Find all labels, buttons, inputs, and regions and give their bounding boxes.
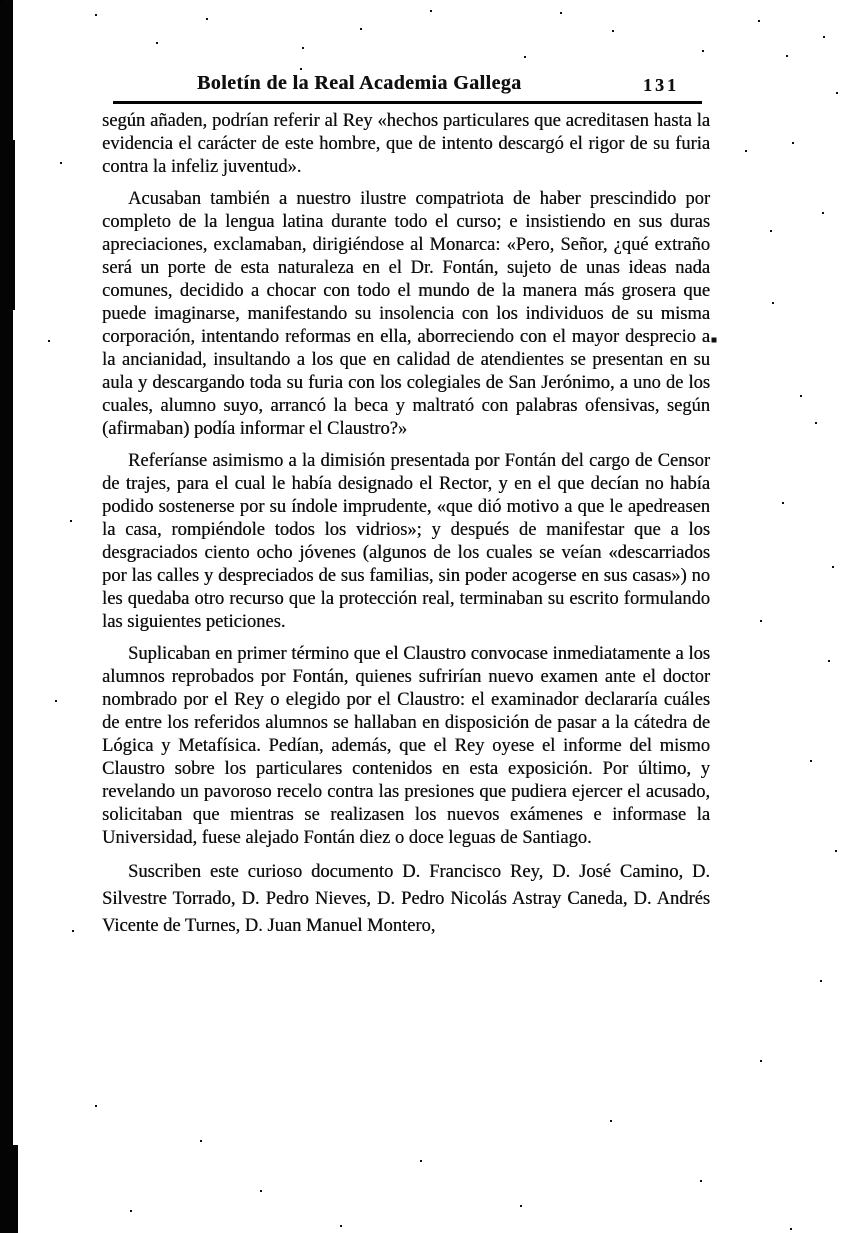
page-header [102, 72, 710, 100]
scan-noise [0, 0, 2, 2]
page-number: 131 [643, 75, 679, 95]
journal-title: Boletín de la Real Academia Gallega [197, 72, 522, 94]
scan-binding-bar [0, 0, 13, 1233]
header-rule [113, 101, 702, 104]
paragraph: Acusaban también a nuestro ilustre compatriota de haber prescindido por completo de la lengua latina durante todo el curso; e insistiendo en sus duras apreciaciones, exclamaban, dirigiéndose al Monarca: «Pero, Señor, ¿qué extraño será un porte de esta naturaleza en el Dr. Fontán, sujeto de unas ideas nada comunes, decidido a chocar con todo el mundo de la manera más grosera que puede imaginarse, manifestando su insolencia con los individuos de su misma corporación, intentando reformas en ella, aborreciendo con el mayor desprecio a la ancianidad, insultando a los que en calidad de atendientes se presentan en su aula y descargando toda su furia con los colegiales de San Jerónimo, a uno de los cuales, alumno suyo, arrancó la beca y maltrató con palabras ofensivas, según (afirmaban) podía informar el Claustro?» [102, 189, 710, 439]
paragraph: Referíanse asimismo a la dimisión presentada por Fontán del cargo de Censor de trajes, para el cual le había designado el Rector, y en el que decían no había podido sostenerse por su índole imprudente, «que dió motivo a que le apedreasen la casa, rompiéndole todos los vidrios»; y después de manifestar que a los desgraciados ciento ocho jóvenes (algunos de los cuales se veían «descarriados por las calles y despreciados de sus familias, sin poder acogerse en sus casas») no les quedaba otro recurso que la protección real, terminaban su escrito formulando las siguientes peticiones. [102, 451, 710, 632]
paragraph: según añaden, podrían referir al Rey «hechos particulares que acreditasen hasta la evidencia el carácter de este hombre, que de intento descargó el rigor de su furia contra la infeliz juventud». [102, 111, 710, 177]
paragraph: Suplicaban en primer término que el Claustro convocase inmediatamente a los alumnos reprobados por Fontán, quienes sufrirían nuevo examen ante el doctor nombrado por el Rey o elegido por el Claustro: el examinador declararía cuáles de entre los referidos alumnos se hallaban en disposición de pasar a la cátedra de Lógica y Metafísica. Pedían, además, que el Rey oyese el informe del mismo Claustro sobre los particulares contenidos en esta exposición. Por último, y revelando un pavoroso recelo contra las presiones que pudiera ejercer el acusado, solicitaban que mientras se realizasen los nuevos exámenes e informase la Universidad, fuese alejado Fontán diez o doce leguas de Santiago. [102, 644, 710, 848]
article-body [102, 110, 710, 949]
paragraph: Suscriben este curioso documento D. Francisco Rey, D. José Camino, D. Silvestre Torrado, D. Pedro Nieves, D. Pedro Nicolás Astray Caneda, D. Andrés Vicente de Turnes, D. Juan Manuel Montero, [102, 862, 710, 936]
